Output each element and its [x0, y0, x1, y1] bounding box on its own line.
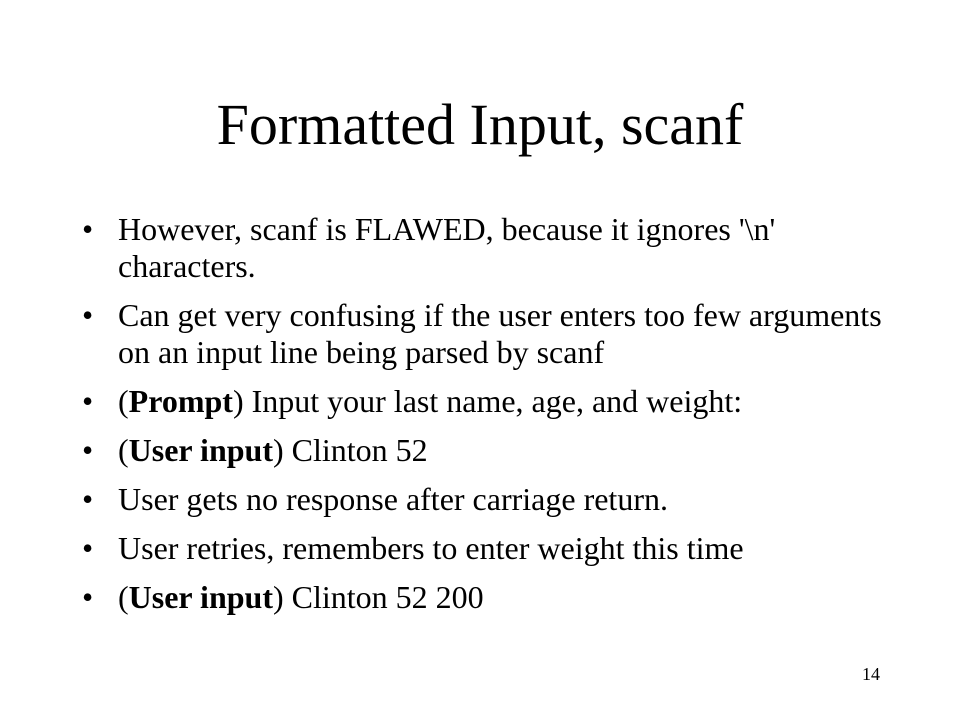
- bullet-bold-segment: User input: [128, 579, 273, 615]
- bullet-dot-icon: •: [82, 211, 94, 247]
- bullet-item: [82, 211, 882, 285]
- bullet-segment: ) Input your last name, age, and weight:: [232, 383, 743, 419]
- bullet-segment: (: [118, 383, 129, 419]
- bullet-bold-segment: User input: [128, 432, 273, 468]
- bullet-dot-icon: •: [82, 383, 94, 419]
- bullet-text: [118, 481, 668, 517]
- bullet-dot-icon: •: [82, 432, 94, 468]
- bullet-dot-icon: •: [82, 297, 94, 333]
- bullet-segment: User gets no response after carriage return.: [118, 481, 668, 517]
- bullet-text: [118, 211, 775, 284]
- bullet-segment: ) Clinton 52 200: [272, 579, 484, 615]
- bullet-item: [82, 579, 882, 616]
- bullet-text: [118, 297, 882, 370]
- bullet-item: [82, 432, 882, 469]
- bullet-segment: (: [118, 579, 129, 615]
- slide-title: Formatted Input, scanf: [216, 92, 744, 157]
- bullet-text: [118, 432, 428, 468]
- bullet-text: [118, 530, 744, 566]
- page-number: 14: [862, 664, 880, 684]
- bullet-segment: (: [118, 432, 129, 468]
- bullet-item: [82, 530, 882, 567]
- bullet-dot-icon: •: [82, 579, 94, 615]
- bullet-segment: Can get very confusing if the user enters too few arguments on an input line being parsed by scanf: [118, 297, 882, 370]
- bullet-segment: User retries, remembers to enter weight this time: [118, 530, 744, 566]
- bullet-item: [82, 481, 882, 518]
- bullet-segment: ) Clinton 52: [272, 432, 428, 468]
- bullet-segment: However, scanf is FLAWED, because it ignores '\n' characters.: [118, 211, 776, 284]
- bullet-item: [82, 297, 882, 371]
- bullet-item: [82, 383, 882, 420]
- bullet-text: [118, 579, 484, 615]
- bullet-text: [118, 383, 742, 419]
- bullet-list: [82, 211, 882, 628]
- bullet-dot-icon: •: [82, 481, 94, 517]
- bullet-dot-icon: •: [82, 530, 94, 566]
- bullet-bold-segment: Prompt: [128, 383, 233, 419]
